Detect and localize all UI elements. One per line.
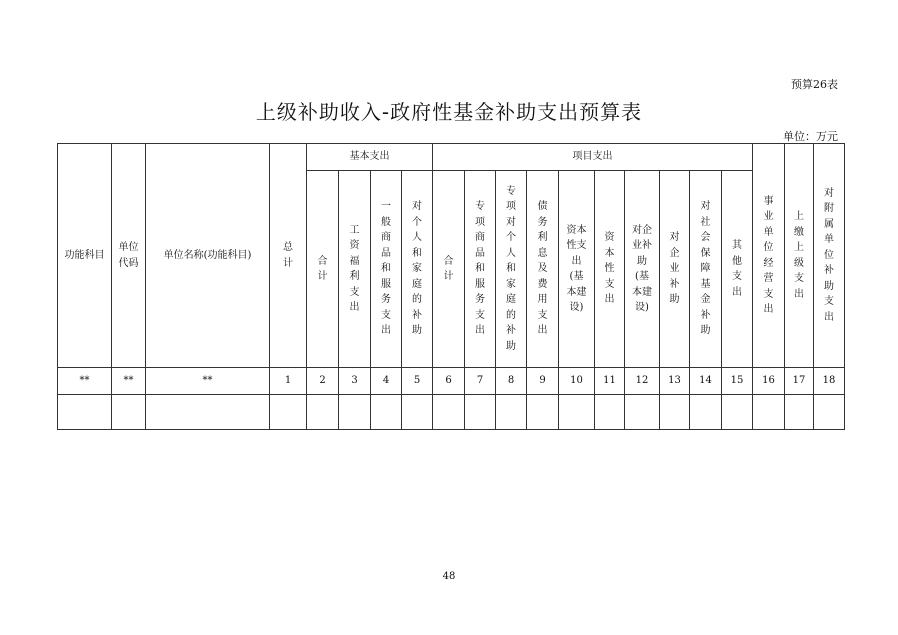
data-cell [527, 395, 559, 430]
header-affiliated-subsidy: 对附属单位补助支出 [814, 144, 845, 368]
index-cell: 18 [814, 368, 845, 395]
header-basic-group: 基本支出 [307, 144, 433, 171]
data-cell [785, 395, 814, 430]
index-cell: 1 [270, 368, 307, 395]
form-number: 预算26表 [791, 78, 838, 91]
index-cell: 12 [625, 368, 660, 395]
header-basic-col: 对个人和家庭的补助 [402, 171, 433, 368]
index-cell: 16 [753, 368, 785, 395]
data-cell [465, 395, 496, 430]
header-project-col: 专项对个人和家庭的补助 [496, 171, 527, 368]
index-cell: 6 [433, 368, 465, 395]
header-basic-col: 工资福利支出 [339, 171, 371, 368]
data-cell [58, 395, 112, 430]
budget-table [57, 143, 845, 430]
header-basic-col: 一般商品和服务支出 [371, 171, 402, 368]
index-cell: ** [58, 368, 112, 395]
index-cell: 17 [785, 368, 814, 395]
header-project-col: 专项商品和服务支出 [465, 171, 496, 368]
data-cell [433, 395, 465, 430]
header-project-col: 资本性支出(基本建设) [559, 171, 595, 368]
index-cell: 4 [371, 368, 402, 395]
index-cell: 13 [660, 368, 690, 395]
data-cell [146, 395, 270, 430]
page-title: 上级补助收入-政府性基金补助支出预算表 [255, 100, 643, 124]
header-func-subject: 功能科目 [58, 144, 112, 368]
index-cell: ** [146, 368, 270, 395]
data-cell [371, 395, 402, 430]
data-cell [339, 395, 371, 430]
index-cell: 9 [527, 368, 559, 395]
data-cell [402, 395, 433, 430]
index-cell: 8 [496, 368, 527, 395]
index-cell: 5 [402, 368, 433, 395]
index-cell: 7 [465, 368, 496, 395]
header-project-col: 对社会保障基金补助 [690, 171, 722, 368]
data-cell [112, 395, 146, 430]
data-cell [814, 395, 845, 430]
data-cell [753, 395, 785, 430]
header-project-group: 项目支出 [433, 144, 753, 171]
index-cell: 10 [559, 368, 595, 395]
header-project-col: 对企业补助 [660, 171, 690, 368]
header-business-expense: 事业单位经营支出 [753, 144, 785, 368]
data-cell [625, 395, 660, 430]
header-upper-payment: 上缴上级支出 [785, 144, 814, 368]
header-project-col: 合计 [433, 171, 465, 368]
data-cell [559, 395, 595, 430]
index-cell: 3 [339, 368, 371, 395]
index-cell: 14 [690, 368, 722, 395]
header-project-col: 债务利息及费用支出 [527, 171, 559, 368]
index-cell: 15 [722, 368, 753, 395]
data-cell [660, 395, 690, 430]
unit-label: 单位：万元 [783, 130, 838, 143]
data-cell [270, 395, 307, 430]
header-project-col: 资本性支出 [595, 171, 625, 368]
header-unit-name: 单位名称(功能科目) [146, 144, 270, 368]
page-number: 48 [442, 571, 456, 582]
index-cell: 11 [595, 368, 625, 395]
data-cell [496, 395, 527, 430]
index-row [58, 368, 845, 395]
header-project-col: 对企业补助(基本建设) [625, 171, 660, 368]
data-cell [307, 395, 339, 430]
header-unit-code: 单位代码 [112, 144, 146, 368]
index-cell: ** [112, 368, 146, 395]
index-cell: 2 [307, 368, 339, 395]
header-project-col: 其他支出 [722, 171, 753, 368]
header-total: 总计 [270, 144, 307, 368]
data-cell [722, 395, 753, 430]
header-basic-col: 合计 [307, 171, 339, 368]
data-cell [595, 395, 625, 430]
data-row [58, 395, 845, 430]
data-cell [690, 395, 722, 430]
